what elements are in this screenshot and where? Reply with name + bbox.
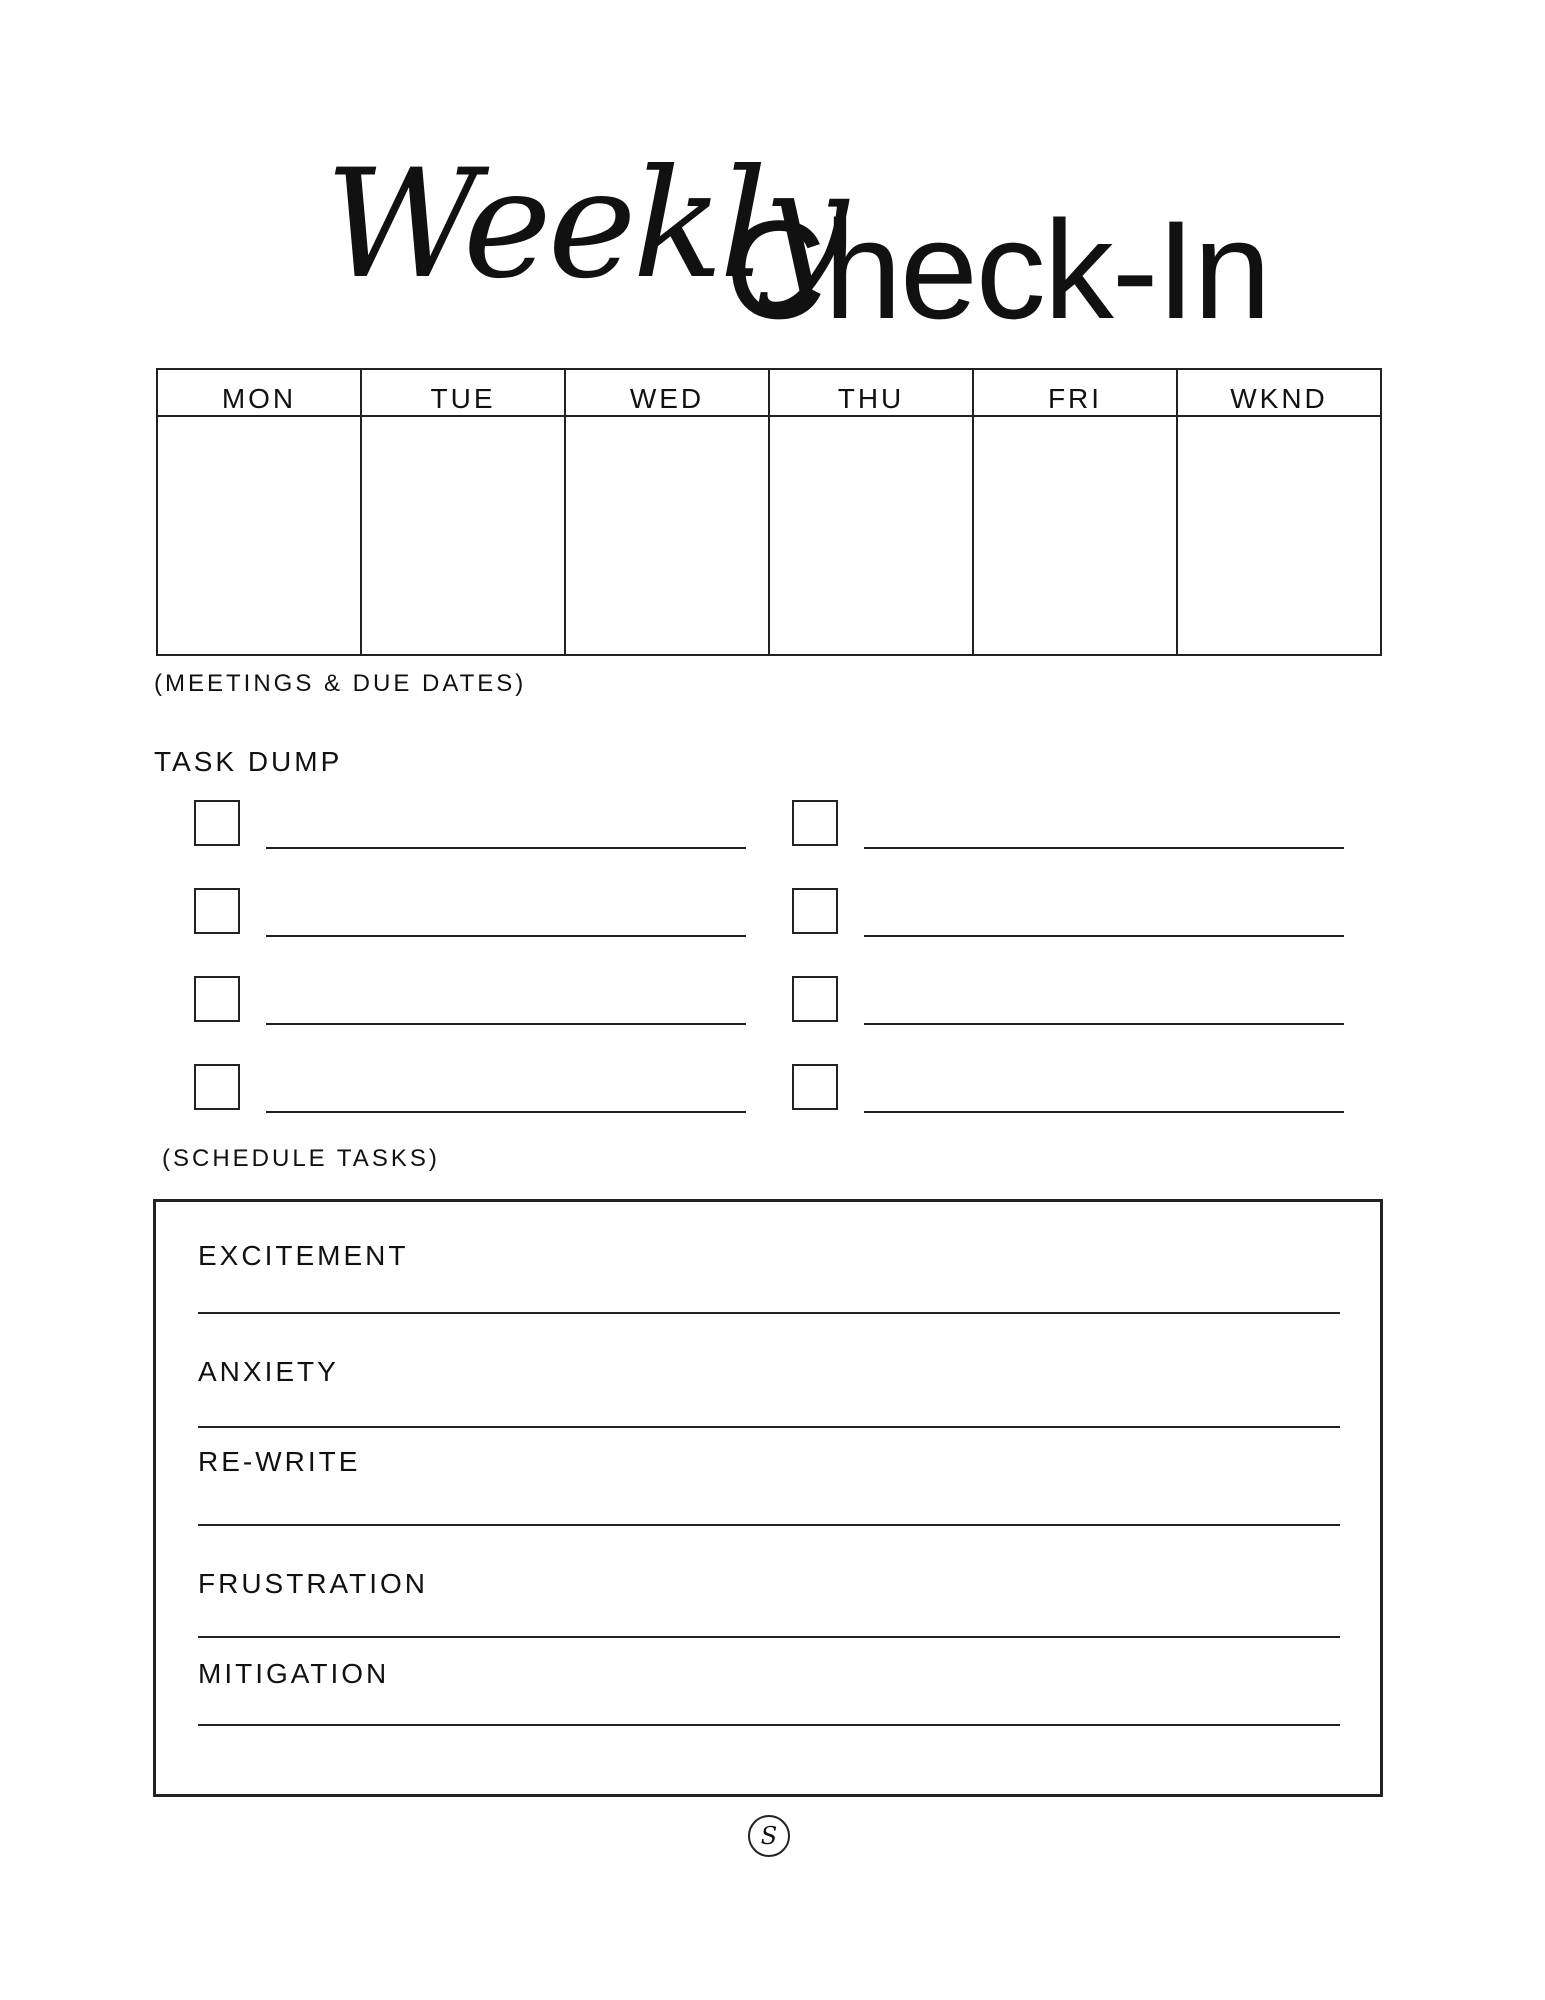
task-line[interactable]: [266, 1111, 746, 1113]
task-item: [792, 888, 1352, 938]
task-line[interactable]: [864, 1111, 1344, 1113]
day-header: MON: [158, 370, 360, 417]
day-cell[interactable]: [974, 417, 1176, 654]
task-item: [194, 800, 754, 850]
feeling-line[interactable]: [198, 1312, 1340, 1314]
task-checkbox[interactable]: [792, 888, 838, 934]
day-header: FRI: [974, 370, 1176, 417]
tasks-caption: (SCHEDULE TASKS): [162, 1145, 440, 1172]
task-checkbox[interactable]: [194, 1064, 240, 1110]
feeling-label: MITIGATION: [198, 1658, 390, 1689]
day-cell[interactable]: [770, 417, 972, 654]
task-line[interactable]: [864, 1023, 1344, 1025]
feeling-frustration: [198, 1568, 1340, 1600]
brand-logo-icon: S: [748, 1815, 790, 1857]
task-item: [792, 1064, 1352, 1114]
feelings-box: [153, 1199, 1383, 1797]
feeling-label: ANXIETY: [198, 1356, 339, 1387]
day-column-mon: [158, 370, 362, 654]
week-caption: (MEETINGS & DUE DATES): [154, 670, 527, 697]
day-column-wknd: [1178, 370, 1380, 654]
day-cell[interactable]: [566, 417, 768, 654]
day-column-fri: [974, 370, 1178, 654]
task-checkbox[interactable]: [194, 976, 240, 1022]
day-cell[interactable]: [1178, 417, 1380, 654]
day-cell[interactable]: [362, 417, 564, 654]
task-dump-heading: TASK DUMP: [154, 746, 343, 777]
page-title: [0, 138, 1545, 360]
task-line[interactable]: [864, 935, 1344, 937]
task-line[interactable]: [266, 1023, 746, 1025]
task-checkbox[interactable]: [792, 976, 838, 1022]
task-item: [792, 976, 1352, 1026]
feeling-line[interactable]: [198, 1426, 1340, 1428]
feeling-label: RE-WRITE: [198, 1446, 361, 1477]
task-item: [194, 1064, 754, 1114]
day-cell[interactable]: [158, 417, 360, 654]
task-checkbox[interactable]: [194, 888, 240, 934]
feeling-excitement: [198, 1240, 1340, 1272]
task-item: [194, 976, 754, 1026]
task-checkbox[interactable]: [792, 1064, 838, 1110]
task-line[interactable]: [864, 847, 1344, 849]
feeling-label: FRUSTRATION: [198, 1568, 429, 1599]
feeling-line[interactable]: [198, 1636, 1340, 1638]
task-line[interactable]: [266, 847, 746, 849]
task-list: [194, 800, 1344, 1120]
task-line[interactable]: [266, 935, 746, 937]
day-header: WKND: [1178, 370, 1380, 417]
feeling-line[interactable]: [198, 1524, 1340, 1526]
feeling-mitigation: [198, 1658, 1340, 1690]
task-item: [194, 888, 754, 938]
title-main-word: Check-In: [725, 191, 1270, 348]
task-item: [792, 800, 1352, 850]
feeling-line[interactable]: [198, 1724, 1340, 1726]
task-checkbox[interactable]: [194, 800, 240, 846]
day-header: TUE: [362, 370, 564, 417]
feeling-rewrite: [198, 1446, 1340, 1478]
day-column-thu: [770, 370, 974, 654]
day-header: THU: [770, 370, 972, 417]
day-column-tue: [362, 370, 566, 654]
feeling-label: EXCITEMENT: [198, 1240, 409, 1271]
week-grid: [156, 368, 1382, 656]
task-checkbox[interactable]: [792, 800, 838, 846]
day-header: WED: [566, 370, 768, 417]
feeling-anxiety: [198, 1356, 1340, 1388]
day-column-wed: [566, 370, 770, 654]
title-script-word: Weekly: [325, 138, 845, 312]
